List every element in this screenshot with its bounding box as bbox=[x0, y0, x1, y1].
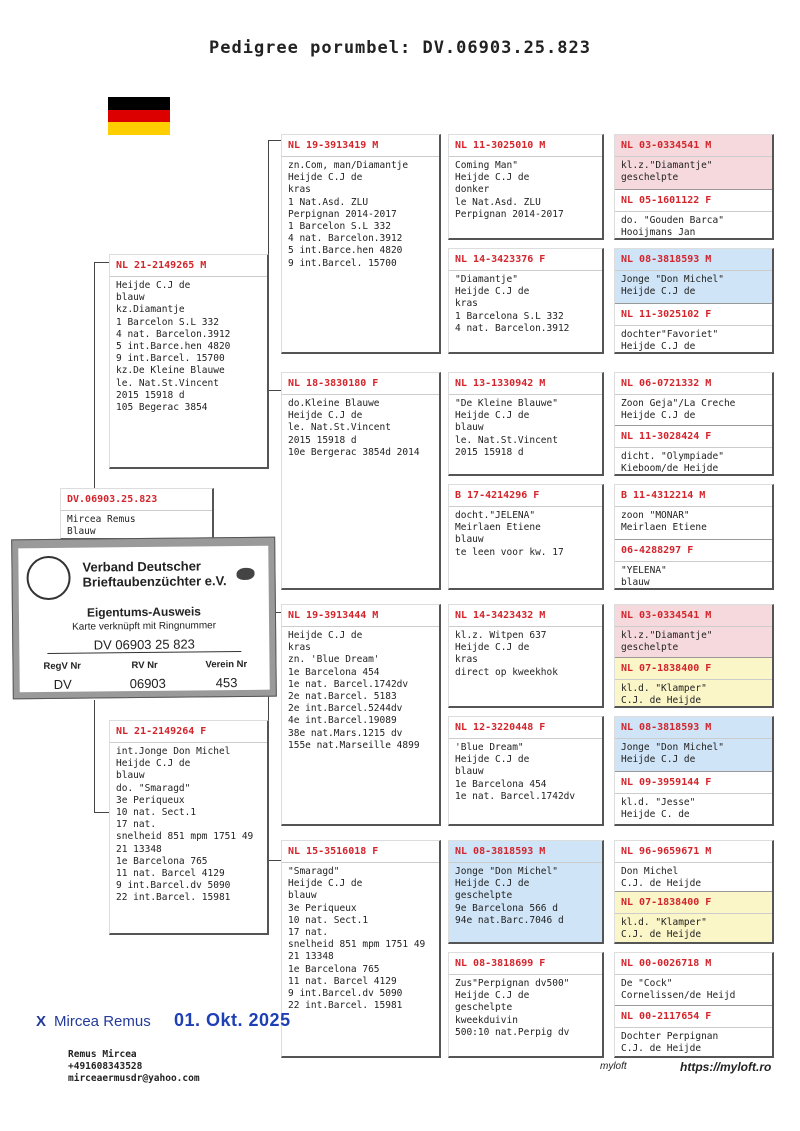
stamp-label-rv: RV Nr bbox=[131, 659, 158, 672]
connector-line bbox=[268, 390, 282, 391]
gg-details: kl.z."Diamantje" geschelpte bbox=[621, 160, 713, 184]
gg-grandparent-pair bbox=[614, 952, 774, 1058]
gg-ring: B 11-4312214 M bbox=[615, 485, 772, 507]
myloft-brand: myloft bbox=[600, 1061, 627, 1072]
great-grandparent-ring: NL 11-3025010 M bbox=[449, 135, 602, 157]
owner-phone: +491608343528 bbox=[68, 1061, 143, 1072]
connector-line bbox=[268, 860, 282, 861]
grandparent-details: zn.Com, man/Diamantje Heijde C.J de kras 1 Nat.Asd. ZLU Perpignan 2014-2017 1 Barcelon S.L 332 4 nat. Barcelon.3912 5 int.Barce.hen 4820 9 int.Barcel. 15700 bbox=[288, 160, 409, 269]
stamp-subtitle: Karte verknüpft mit Ringnummer bbox=[72, 620, 217, 633]
gg-ring: NL 00-0026718 M bbox=[615, 953, 772, 975]
great-grandparent-card bbox=[448, 484, 604, 590]
grandparent-ring: NL 18-3830180 F bbox=[282, 373, 439, 395]
grandparent-ring: NL 19-3913419 M bbox=[282, 135, 439, 157]
great-grandparent-card bbox=[448, 716, 604, 826]
subject-ring: DV.06903.25.823 bbox=[61, 489, 212, 511]
dam-details: int.Jonge Don Michel Heijde C.J de blauw do. "Smaragd" 3e Periqueux 10 nat. Sect.1 17 nat. snelheid 851 mpm 1751 49 21 13348 1e Barcelona 765 11 nat. Barcel 4129 9 int.Barcel.dv 5090 22 int.Barcel. 15981 bbox=[116, 746, 254, 904]
great-grandparent-ring: NL 08-3818699 F bbox=[449, 953, 602, 975]
great-grandparent-card bbox=[448, 372, 604, 476]
grandparent-card bbox=[281, 372, 441, 590]
grandparent-details: Heijde C.J de kras zn. 'Blue Dream' 1e Barcelona 454 1e nat. Barcel.1742dv 2e nat.Barcel. 5183 2e int.Barcel.5244dv 4e int.Barcel.19089 38e nat.Mars.1215 dv 155e nat.Marseille 4899 bbox=[288, 630, 420, 751]
gg-details: kl.d. "Klamper" C.J. de Heijde bbox=[621, 683, 707, 706]
grandparent-card bbox=[281, 134, 441, 354]
sire-card bbox=[109, 254, 269, 469]
ownership-card-stamp bbox=[11, 537, 277, 700]
gg-details: Jonge "Don Michel" Heijde C.J de bbox=[621, 274, 724, 298]
great-grandparent-details: docht."JELENA" Meirlaen Etiene blauw te leen voor kw. 17 bbox=[455, 510, 564, 558]
gg-ring: 06-4288297 F bbox=[615, 540, 772, 562]
great-grandparent-ring: NL 13-1330942 M bbox=[449, 373, 602, 395]
gg-grandparent-pair bbox=[614, 248, 774, 354]
great-grandparent-ring: NL 12-3220448 F bbox=[449, 717, 602, 739]
grandparent-card bbox=[281, 840, 441, 1058]
gg-ring: NL 00-2117654 F bbox=[615, 1006, 772, 1028]
gg-ring: NL 03-0334541 M bbox=[615, 605, 772, 627]
date-stamp: 01. Okt. 2025 bbox=[174, 1010, 291, 1030]
gg-grandparent-pair bbox=[614, 716, 774, 826]
flag-stripe-gold bbox=[108, 122, 170, 135]
great-grandparent-ring: NL 14-3423376 F bbox=[449, 249, 602, 271]
gg-ring: NL 09-3959144 F bbox=[615, 772, 772, 794]
gg-details: kl.d. "Jesse" Heijde C. de bbox=[621, 797, 696, 821]
pigeon-icon bbox=[236, 568, 254, 580]
gg-ring: NL 06-0721332 M bbox=[615, 373, 772, 395]
gg-ring: NL 07-1838400 F bbox=[615, 892, 772, 914]
owner-name: Remus Mircea bbox=[68, 1049, 137, 1060]
stamp-value-verein: 453 bbox=[215, 675, 238, 691]
gg-grandparent-pair bbox=[614, 134, 774, 240]
great-grandparent-ring: NL 14-3423432 M bbox=[449, 605, 602, 627]
great-grandparent-details: "Diamantje" Heijde C.J de kras 1 Barcelona S.L 332 4 nat. Barcelon.3912 bbox=[455, 274, 570, 334]
grandparent-ring: NL 15-3516018 F bbox=[282, 841, 439, 863]
stamp-value-regv: DV bbox=[53, 676, 72, 692]
gg-grandparent-pair bbox=[614, 372, 774, 476]
footer-url[interactable]: https://myloft.ro bbox=[680, 1060, 772, 1074]
great-grandparent-card bbox=[448, 840, 604, 944]
great-grandparent-ring: B 17-4214296 F bbox=[449, 485, 602, 507]
great-grandparent-card bbox=[448, 604, 604, 708]
german-flag-icon bbox=[108, 97, 170, 135]
gg-details: Jonge "Don Michel" Heijde C.J de bbox=[621, 742, 724, 766]
gg-details: do. "Gouden Barca" Hooijmans Jan bbox=[621, 215, 724, 238]
subject-card bbox=[60, 488, 214, 540]
connector-line bbox=[94, 700, 95, 812]
grandparent-ring: NL 19-3913444 M bbox=[282, 605, 439, 627]
gg-details: Dochter Perpignan C.J. de Heijde bbox=[621, 1031, 719, 1055]
gg-ring: NL 11-3028424 F bbox=[615, 426, 772, 448]
gg-details: zoon "MONAR" Meirlaen Etiene bbox=[621, 510, 707, 534]
gg-details: kl.z."Diamantje" geschelpte bbox=[621, 630, 713, 654]
gg-details: Don Michel C.J. de Heijde bbox=[621, 866, 702, 890]
gg-ring: NL 96-9659671 M bbox=[615, 841, 772, 863]
stamp-title: Eigentums-Ausweis bbox=[86, 604, 202, 620]
stamp-label-verein: Verein Nr bbox=[205, 658, 248, 671]
great-grandparent-card bbox=[448, 952, 604, 1058]
connector-line bbox=[94, 262, 110, 263]
great-grandparent-ring: NL 08-3818593 M bbox=[449, 841, 602, 863]
signature: X Mircea Remus bbox=[36, 1013, 151, 1030]
gg-ring: NL 11-3025102 F bbox=[615, 304, 772, 326]
grandparent-card bbox=[281, 604, 441, 826]
great-grandparent-card bbox=[448, 248, 604, 354]
gg-ring: NL 03-0334541 M bbox=[615, 135, 772, 157]
gg-ring: NL 08-3818593 M bbox=[615, 249, 772, 271]
stamp-ring-number: DV 06903 25 823 bbox=[47, 636, 241, 654]
flag-stripe-black bbox=[108, 97, 170, 110]
gg-grandparent-pair bbox=[614, 484, 774, 590]
subject-details: Mircea Remus Blauw bbox=[67, 514, 136, 538]
dam-card bbox=[109, 720, 269, 935]
gg-grandparent-pair bbox=[614, 604, 774, 708]
great-grandparent-details: 'Blue Dream" Heijde C.J de blauw 1e Barcelona 454 1e nat. Barcel.1742dv bbox=[455, 742, 576, 802]
connector-line bbox=[94, 812, 110, 813]
connector-line bbox=[94, 262, 95, 502]
gg-ring: NL 07-1838400 F bbox=[615, 658, 772, 680]
owner-contact bbox=[68, 1049, 200, 1085]
gg-details: Zoon Geja"/La Creche Heijde C.J de bbox=[621, 398, 736, 422]
gg-details: "YELENA" blauw bbox=[621, 565, 667, 588]
grandparent-details: "Smaragd" Heijde C.J de blauw 3e Periqueux 10 nat. Sect.1 17 nat. snelheid 851 mpm 1751 49 21 13348 1e Barcelona 765 11 nat. Barcel 4129 9 int.Barcel.dv 5090 22 int.Barcel. 15981 bbox=[288, 866, 426, 1012]
stamp-label-regv: RegV Nr bbox=[43, 660, 82, 673]
flag-stripe-red bbox=[108, 110, 170, 123]
great-grandparent-details: Zus"Perpignan dv500" Heijde C.J de geschelpte kweekduivin 500:10 nat.Perpig dv bbox=[455, 978, 570, 1038]
stamp-value-rv: 06903 bbox=[129, 675, 166, 692]
owner-email: mirceaermusdr@yahoo.com bbox=[68, 1073, 200, 1084]
connector-line bbox=[268, 140, 282, 141]
grandparent-details: do.Kleine Blauwe Heijde C.J de le. Nat.St.Vincent 2015 15918 d 10e Bergerac 3854d 2014 bbox=[288, 398, 420, 458]
great-grandparent-card bbox=[448, 134, 604, 240]
great-grandparent-details: "De Kleine Blauwe" Heijde C.J de blauw le. Nat.St.Vincent 2015 15918 d bbox=[455, 398, 558, 458]
dam-ring: NL 21-2149264 F bbox=[110, 721, 267, 743]
gg-details: De "Cock" Cornelissen/de Heijd bbox=[621, 978, 736, 1002]
sire-details: Heijde C.J de blauw kz.Diamantje 1 Barcelon S.L 332 4 nat. Barcelon.3912 5 int.Barce.hen 4820 9 int.Barcel. 15700 kz.De Kleine Blauwe le. Nat.St.Vincent 2015 15918 d 105 Begerac 3854 bbox=[116, 280, 231, 414]
great-grandparent-details: Coming Man" Heijde C.J de donker le Nat.Asd. ZLU Perpignan 2014-2017 bbox=[455, 160, 564, 220]
gg-grandparent-pair bbox=[614, 840, 774, 944]
page-title: Pedigree porumbel: DV.06903.25.823 bbox=[209, 38, 591, 58]
gg-details: kl.d. "Klamper" C.J. de Heijde bbox=[621, 917, 707, 941]
gg-details: dochter"Favoriet" Heijde C.J de bbox=[621, 329, 719, 352]
great-grandparent-details: Jonge "Don Michel" Heijde C.J de geschelpte 9e Barcelona 566 d 94e nat.Barc.7046 d bbox=[455, 866, 564, 926]
gg-details: dicht. "Olympiade" Kieboom/de Heijde bbox=[621, 451, 724, 474]
gg-ring: NL 08-3818593 M bbox=[615, 717, 772, 739]
stamp-organization: Verband Deutscher Brieftaubenzüchter e.V. bbox=[82, 558, 227, 590]
vdb-logo-icon bbox=[26, 556, 70, 600]
great-grandparent-details: kl.z. Witpen 637 Heijde C.J de kras direct op kweekhok bbox=[455, 630, 558, 678]
sire-ring: NL 21-2149265 M bbox=[110, 255, 267, 277]
gg-ring: NL 05-1601122 F bbox=[615, 190, 772, 212]
